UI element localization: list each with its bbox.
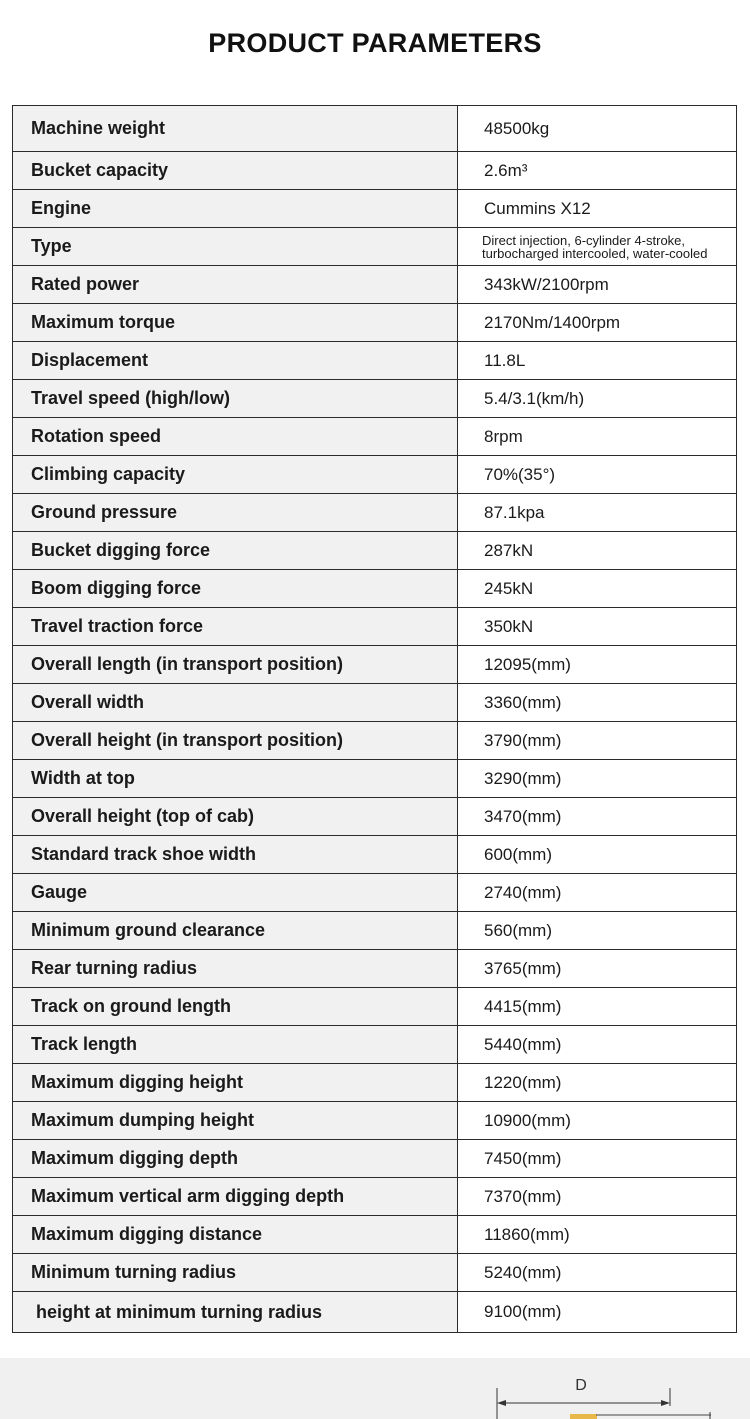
- param-value: 3790(mm): [458, 722, 737, 760]
- table-row: [13, 836, 737, 874]
- table-row: [13, 1216, 737, 1254]
- param-value: 7370(mm): [458, 1178, 737, 1216]
- table-row: [13, 684, 737, 722]
- param-label: Minimum turning radius: [13, 1254, 458, 1292]
- param-value-line: Direct injection, 6-cylinder 4-stroke,: [482, 232, 686, 248]
- param-label: Overall length (in transport position): [13, 646, 458, 684]
- param-label: Type: [13, 228, 458, 266]
- param-value: 70%(35°): [458, 456, 737, 494]
- table-row: [13, 532, 737, 570]
- param-value: 8rpm: [458, 418, 737, 456]
- param-value: 600(mm): [458, 836, 737, 874]
- dimension-label: D: [575, 1377, 587, 1394]
- param-value: 5.4/3.1(km/h): [458, 380, 737, 418]
- param-value: 560(mm): [458, 912, 737, 950]
- param-value: 350kN: [458, 608, 737, 646]
- param-value: 4415(mm): [458, 988, 737, 1026]
- param-value: 2170Nm/1400rpm: [458, 304, 737, 342]
- param-label: Bucket digging force: [13, 532, 458, 570]
- param-label: Maximum torque: [13, 304, 458, 342]
- param-label: Rear turning radius: [13, 950, 458, 988]
- arrow-right-icon: [661, 1400, 670, 1406]
- param-value: 287kN: [458, 532, 737, 570]
- table-row: [13, 608, 737, 646]
- table-row: [13, 874, 737, 912]
- param-value: 11.8L: [458, 342, 737, 380]
- param-label: Gauge: [13, 874, 458, 912]
- table-row: [13, 342, 737, 380]
- param-label: Overall width: [13, 684, 458, 722]
- table-row: [13, 1026, 737, 1064]
- param-label: Climbing capacity: [13, 456, 458, 494]
- table-row: [13, 152, 737, 190]
- param-label: Rotation speed: [13, 418, 458, 456]
- param-value: 5440(mm): [458, 1026, 737, 1064]
- table-row: [13, 228, 737, 266]
- param-value: 3470(mm): [458, 798, 737, 836]
- param-value: 3765(mm): [458, 950, 737, 988]
- param-label: Travel speed (high/low): [13, 380, 458, 418]
- param-label: Overall height (in transport position): [13, 722, 458, 760]
- table-row: [13, 418, 737, 456]
- table-row: [13, 1292, 737, 1333]
- table-row: [13, 1102, 737, 1140]
- dimension-diagram: [0, 1358, 750, 1419]
- param-label: Machine weight: [13, 106, 458, 152]
- table-row: [13, 494, 737, 532]
- param-value-line: turbocharged intercooled, water-cooled: [482, 245, 708, 261]
- param-label: Boom digging force: [13, 570, 458, 608]
- table-row: [13, 988, 737, 1026]
- table-row: [13, 266, 737, 304]
- table-row: [13, 1254, 737, 1292]
- param-label: Maximum digging depth: [13, 1140, 458, 1178]
- param-value: 12095(mm): [458, 646, 737, 684]
- dimension-diagram-drawing: [0, 1358, 750, 1419]
- table-row: [13, 570, 737, 608]
- param-value: 3290(mm): [458, 760, 737, 798]
- table-row: [13, 106, 737, 152]
- param-value: 5240(mm): [458, 1254, 737, 1292]
- table-row: [13, 1064, 737, 1102]
- table-row: [13, 646, 737, 684]
- param-label: Overall height (top of cab): [13, 798, 458, 836]
- param-label: Width at top: [13, 760, 458, 798]
- param-label: Maximum vertical arm digging depth: [13, 1178, 458, 1216]
- param-label: Maximum digging distance: [13, 1216, 458, 1254]
- param-value: 11860(mm): [458, 1216, 737, 1254]
- param-value: 3360(mm): [458, 684, 737, 722]
- table-row: [13, 380, 737, 418]
- table-row: [13, 760, 737, 798]
- param-label: Standard track shoe width: [13, 836, 458, 874]
- param-value: 48500kg: [458, 106, 737, 152]
- param-label: height at minimum turning radius: [13, 1292, 458, 1333]
- table-row: [13, 190, 737, 228]
- param-label: Minimum ground clearance: [13, 912, 458, 950]
- param-label: Displacement: [13, 342, 458, 380]
- param-label: Travel traction force: [13, 608, 458, 646]
- page-title: PRODUCT PARAMETERS: [208, 28, 542, 58]
- param-label: Track on ground length: [13, 988, 458, 1026]
- param-value: Cummins X12: [458, 190, 737, 228]
- parameters-table: [12, 105, 737, 1333]
- table-row: [13, 722, 737, 760]
- table-row: [13, 1178, 737, 1216]
- table-row: [13, 912, 737, 950]
- machine-part-shape: [570, 1414, 597, 1419]
- param-value: 10900(mm): [458, 1102, 737, 1140]
- param-value: 343kW/2100rpm: [458, 266, 737, 304]
- param-value: 87.1kpa: [458, 494, 737, 532]
- param-value-multiline: [458, 228, 737, 266]
- param-value: 9100(mm): [458, 1292, 737, 1333]
- table-row: [13, 1140, 737, 1178]
- param-value: 1220(mm): [458, 1064, 737, 1102]
- param-value: 245kN: [458, 570, 737, 608]
- param-label: Track length: [13, 1026, 458, 1064]
- param-value: 2740(mm): [458, 874, 737, 912]
- param-value: 7450(mm): [458, 1140, 737, 1178]
- param-label: Maximum digging height: [13, 1064, 458, 1102]
- param-value: 2.6m³: [458, 152, 737, 190]
- table-row: [13, 304, 737, 342]
- table-row: [13, 456, 737, 494]
- arrow-left-icon: [497, 1400, 506, 1406]
- param-label: Maximum dumping height: [13, 1102, 458, 1140]
- param-label: Ground pressure: [13, 494, 458, 532]
- param-label: Rated power: [13, 266, 458, 304]
- param-label: Engine: [13, 190, 458, 228]
- param-label: Bucket capacity: [13, 152, 458, 190]
- table-row: [13, 950, 737, 988]
- table-row: [13, 798, 737, 836]
